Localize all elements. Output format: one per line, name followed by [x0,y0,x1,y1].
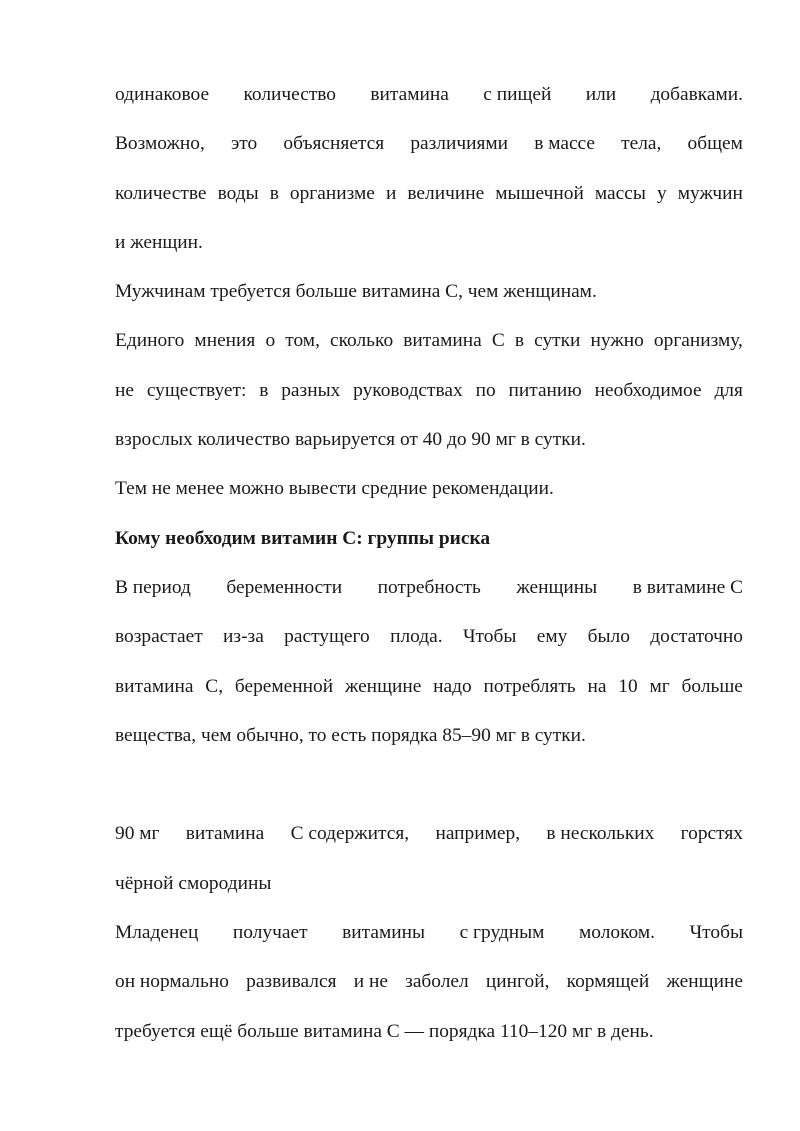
text-line: взрослых количество варьируется от 40 до 90 мг в сутки. [115,429,586,451]
word: в [259,379,269,401]
word: женщины [516,576,598,598]
word: ему [536,626,568,648]
word: в [269,182,279,204]
blank-line [115,760,743,809]
word: одинаковое [115,84,210,105]
word: С содержится, [290,823,410,845]
word: больше [681,675,743,697]
text-line: вещества, чем обычно, то есть порядка 85–90 мг в сутки. [115,724,586,746]
word: общем [687,133,743,155]
word: существует: [146,379,247,401]
word: по [475,379,496,401]
word: разных [281,379,341,401]
text-line [115,316,743,365]
word: организме [289,182,375,204]
word: различиями [410,133,509,155]
word: о [265,330,276,352]
word: в [514,330,525,352]
text-line [115,366,743,415]
word: витамина [185,823,265,845]
word: витамины [342,922,426,944]
word: Младенец [115,922,199,944]
text-line: чёрной смородины [115,872,272,894]
word: мнения [194,330,256,352]
text-line [115,563,743,612]
text-line [115,70,743,119]
word: 10 [618,675,638,697]
text-line: Мужчинам требуется больше витамина С, чем женщинам. [115,281,597,303]
word: витамина [115,675,194,697]
word: было [587,626,630,648]
word: цингой, [485,971,550,993]
word: необходимое [594,379,702,401]
word: руководствах [353,379,463,401]
word: Чтобы [689,922,743,944]
word: например, [435,823,521,845]
word: это [230,133,258,155]
word: Единого [115,330,185,352]
word: добавками. [650,84,743,105]
word: тела, [621,133,662,155]
word: и не [353,971,388,993]
word: воды [217,182,259,204]
word: с грудным [459,922,545,944]
word: мг [649,675,670,697]
word: или [585,84,617,105]
word: сколько [330,330,394,352]
text-line [115,908,743,957]
text-line [115,957,743,1006]
word: женщине [666,971,743,993]
word: с пищей [483,84,552,105]
word: в витамине С [632,576,743,598]
word: и [385,182,397,204]
word: молоком. [579,922,655,944]
word: сутки [534,330,581,352]
word: плода. [390,626,443,648]
word: у [656,182,667,204]
word: организму, [653,330,743,352]
word: достаточно [650,626,743,648]
word: Чтобы [462,626,517,648]
word: количестве [115,182,207,204]
word: том, [285,330,320,352]
word: получает [232,922,308,944]
word: возрастает [115,626,203,648]
word: витамина [403,330,482,352]
word: 90 мг [115,823,160,845]
word: на [587,675,607,697]
word: развивался [246,971,337,993]
section-heading: Кому необходим витамин С: группы риска [115,527,491,549]
word: беременности [226,576,343,598]
word: заболел [405,971,469,993]
word: С [491,330,505,352]
text-line [115,809,743,858]
word: для [714,379,743,401]
word: В период [115,576,191,598]
word: объясняется [283,133,385,155]
word: витамина [370,84,449,105]
text-line: и женщин. [115,231,203,253]
word: растущего [284,626,370,648]
text-line [115,612,743,661]
word: мужчин [677,182,743,204]
word: беременной [234,675,334,697]
word: величине [407,182,485,204]
word: женщине [344,675,422,697]
text-line [115,119,743,168]
word: кормящей [566,971,650,993]
word: С, [205,675,224,697]
word: нужно [590,330,644,352]
text-line: Тем не менее можно вывести средние рекомендации. [115,478,554,500]
word: количество [243,84,337,105]
word: из-за [223,626,264,648]
text-line: требуется ещё больше витамина С — порядка 110–120 мг в день. [115,1020,654,1042]
word: он нормально [115,971,229,993]
word: в нескольких [546,823,655,845]
word: питанию [508,379,582,401]
text-line [115,169,743,218]
word: надо [433,675,472,697]
word: горстях [680,823,743,845]
word: мышечной [495,182,584,204]
word: массы [594,182,646,204]
word: потреблять [483,675,576,697]
word: Возможно, [115,133,205,155]
word: в массе [534,133,596,155]
text-line [115,662,743,711]
word: потребность [377,576,481,598]
word: не [115,379,134,401]
document-body [115,70,743,1056]
